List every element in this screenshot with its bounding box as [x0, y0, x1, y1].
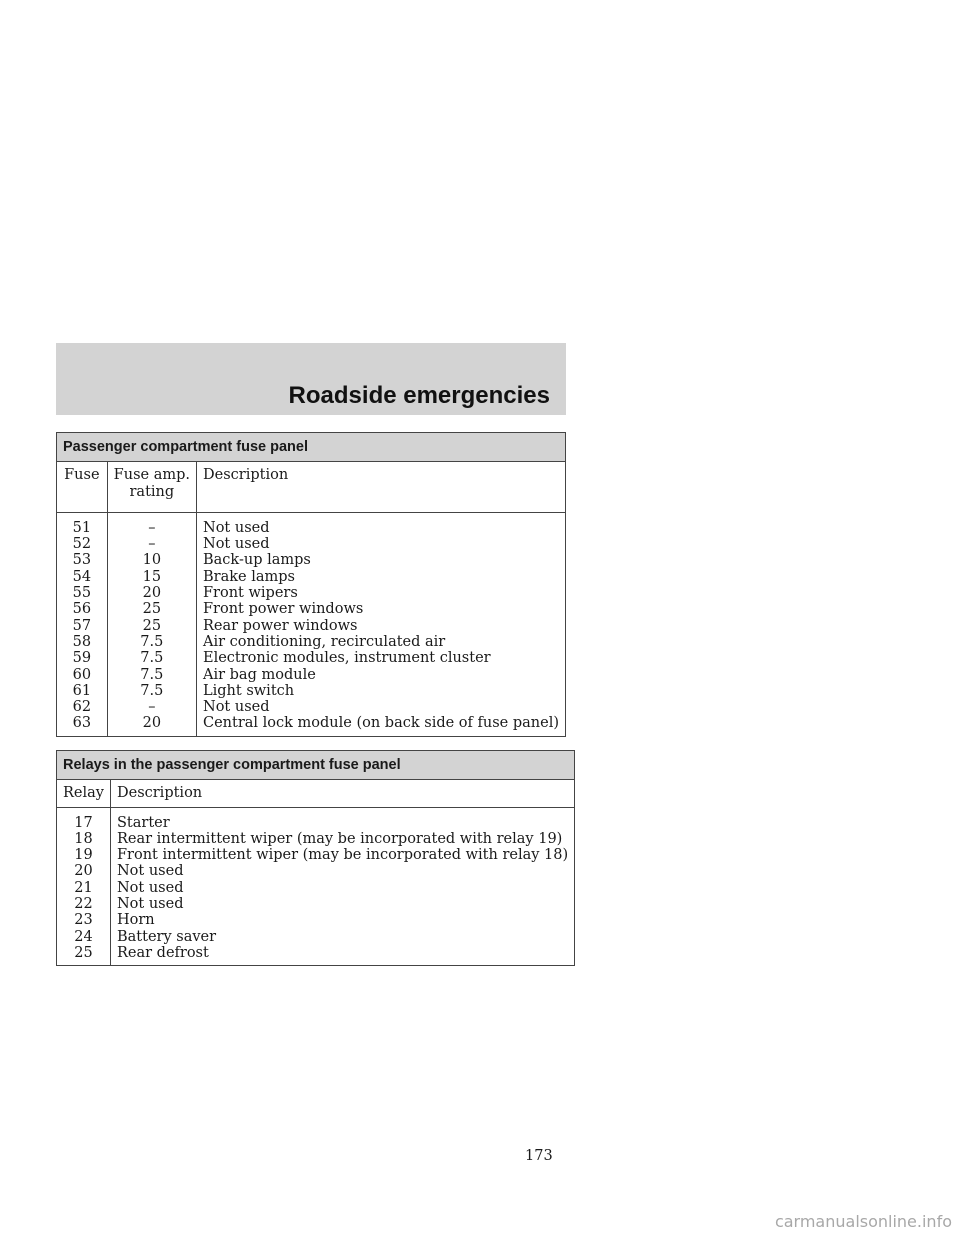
fuse-number: 60 [72, 666, 92, 683]
fuse-number: 59 [72, 650, 92, 667]
col-header-relay-description-label: Description [116, 785, 203, 802]
fuse-description: Air bag module [203, 666, 316, 683]
fuse-amp-rating: – [148, 536, 156, 553]
col-header-amp-label [114, 467, 190, 500]
fuse-description: Back-up lamps [203, 552, 311, 569]
relay-description: Horn [116, 912, 155, 929]
fuse-amp-rating: 7.5 [140, 650, 164, 667]
relay-number-column [57, 807, 111, 966]
fuse-amp-rating: 25 [142, 601, 162, 618]
fuse-number: 63 [72, 715, 92, 732]
fuse-amp-rating: 7.5 [140, 666, 164, 683]
fuse-amp-rating: 7.5 [140, 682, 164, 699]
relay-number: 22 [74, 896, 93, 913]
col-header-fuse-label: Fuse [64, 467, 100, 484]
relay-number: 25 [74, 944, 93, 961]
fuse-description: Electronic modules, instrument cluster [203, 650, 491, 667]
relay-description: Rear intermittent wiper (may be incorporated with relay 19) [116, 830, 563, 847]
relay-description: Not used [116, 896, 184, 913]
fuse-amp-rating: 20 [142, 585, 162, 602]
fuse-amp-rating: 20 [142, 715, 162, 732]
fuse-description: Central lock module (on back side of fuse panel) [203, 715, 559, 732]
fuse-description: Front wipers [203, 585, 298, 602]
relay-number: 23 [74, 912, 93, 929]
section-title: Roadside emergencies [288, 382, 550, 409]
col-header-amp-line: rating [129, 483, 175, 500]
col-header-amp-line: Fuse amp. [113, 467, 190, 484]
fuse-number: 61 [72, 682, 92, 699]
fuse-description: Not used [203, 519, 270, 536]
relay-description: Starter [116, 814, 170, 831]
fuse-description-column [197, 512, 566, 736]
fuse-number: 55 [72, 585, 92, 602]
fuse-number-column [57, 512, 108, 736]
relay-description: Not used [116, 879, 184, 896]
fuse-amp-rating: 10 [142, 552, 162, 569]
relay-description-column [110, 807, 574, 966]
col-header-relay-label: Relay [63, 785, 104, 802]
fuse-table [56, 432, 566, 737]
fuse-number: 53 [72, 552, 92, 569]
fuse-amp-rating: 15 [142, 568, 162, 585]
fuse-description: Front power windows [203, 601, 364, 618]
relay-description: Battery saver [116, 928, 217, 945]
relay-description: Front intermittent wiper (may be incorporated with relay 18) [116, 847, 569, 864]
fuse-description: Not used [203, 699, 270, 716]
col-header-amp [107, 462, 196, 513]
fuse-number: 54 [72, 568, 92, 585]
fuse-description: Not used [203, 536, 270, 553]
fuse-number: 62 [72, 699, 92, 716]
relay-number: 19 [74, 847, 93, 864]
fuse-number: 58 [72, 633, 92, 650]
fuse-amp-rating: 7.5 [140, 633, 164, 650]
relay-table [56, 750, 575, 966]
fuse-description: Rear power windows [203, 617, 358, 634]
fuse-amp-column [107, 512, 196, 736]
fuse-description: Brake lamps [203, 568, 295, 585]
page-number: 173 [525, 1148, 553, 1164]
fuse-amp-rating: 25 [142, 617, 162, 634]
col-header-fuse [57, 462, 108, 513]
col-header-description-label: Description [203, 467, 289, 484]
section-header-band [56, 343, 566, 415]
fuse-number: 57 [72, 617, 92, 634]
relay-description: Rear defrost [116, 944, 209, 961]
fuse-number: 52 [72, 536, 92, 553]
col-header-description [197, 462, 566, 513]
fuse-description: Light switch [203, 682, 295, 699]
col-header-relay [57, 780, 111, 807]
relay-number: 17 [74, 814, 93, 831]
fuse-table-title: Passenger compartment fuse panel [57, 433, 566, 462]
fuse-description: Air conditioning, recirculated air [203, 633, 446, 650]
watermark: carmanualsonline.info [774, 1212, 952, 1231]
relay-number: 24 [74, 928, 93, 945]
fuse-number: 51 [72, 519, 92, 536]
fuse-amp-rating: – [148, 519, 156, 536]
relay-number: 20 [74, 863, 93, 880]
relay-description: Not used [116, 863, 184, 880]
relay-table-title: Relays in the passenger compartment fuse panel [57, 751, 575, 780]
fuse-number: 56 [72, 601, 92, 618]
relay-number: 18 [74, 830, 93, 847]
relay-number: 21 [74, 879, 93, 896]
fuse-amp-rating: – [148, 699, 156, 716]
col-header-relay-description [110, 780, 574, 807]
